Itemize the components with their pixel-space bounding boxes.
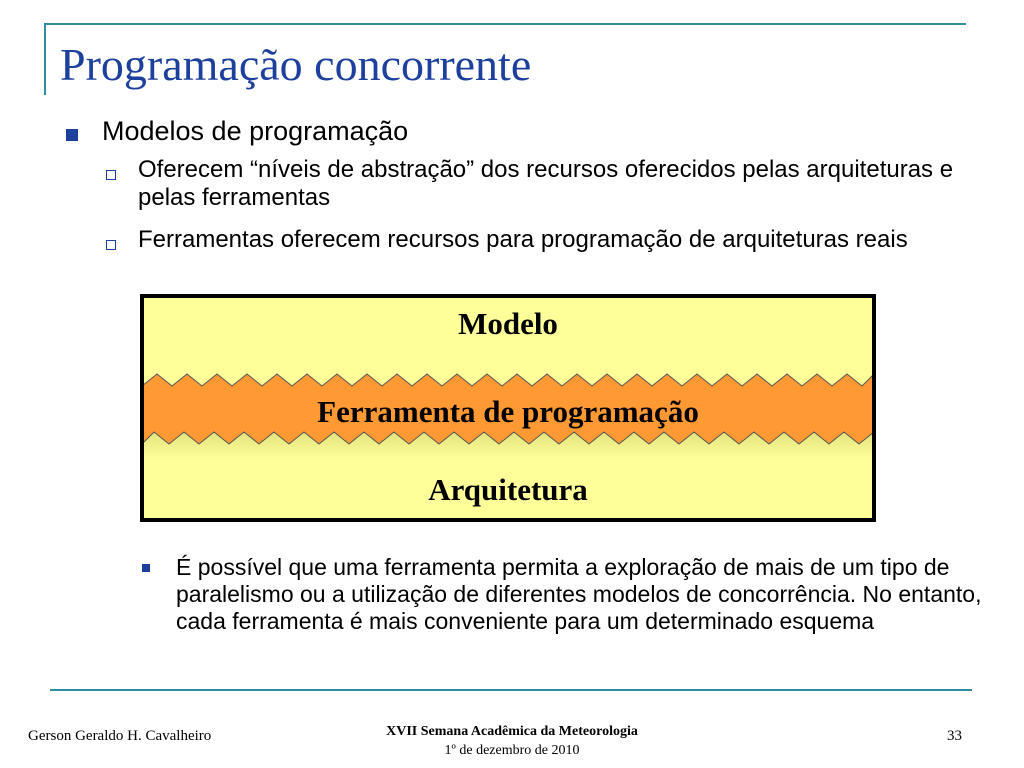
- square-bullet-icon: [66, 129, 78, 141]
- sub-bullet-1-text: Oferecem “níveis de abstração” dos recursos oferecidos pelas arquiteturas e pelas ferramentas: [138, 156, 954, 211]
- footer-line: [50, 689, 972, 691]
- slide-title: Programação concorrente: [60, 39, 532, 90]
- footer-event-name: XVII Semana Acadêmica da Meteorologia: [386, 724, 638, 739]
- bullet-level1-text: Modelos de programação: [102, 116, 409, 146]
- tool-label: Ferramenta de programação: [317, 394, 699, 429]
- hollow-square-bullet-icon: [106, 170, 116, 180]
- page-number: 33: [947, 728, 962, 744]
- square-bullet-icon: [142, 564, 150, 572]
- footer-author: Gerson Geraldo H. Cavalheiro: [28, 728, 212, 744]
- footer-date: 1º de dezembro de 2010: [444, 743, 580, 758]
- frame-top-line: [44, 23, 966, 25]
- sub-bullet-2-text: Ferramentas oferecem recursos para programação de arquiteturas reais: [138, 226, 908, 253]
- footer-event: [340, 722, 684, 760]
- model-label: Modelo: [458, 306, 558, 341]
- frame-left-line: [44, 23, 46, 95]
- layer-diagram: [140, 294, 876, 522]
- architecture-label: Arquitetura: [428, 472, 588, 507]
- note-text: É possível que uma ferramenta permita a exploração de mais de um tipo de paralelismo ou a utilização de diferentes modelos de concorrência. No entanto, cada ferramenta é mais conveniente para um determinado esquema: [176, 554, 982, 634]
- hollow-square-bullet-icon: [106, 240, 116, 250]
